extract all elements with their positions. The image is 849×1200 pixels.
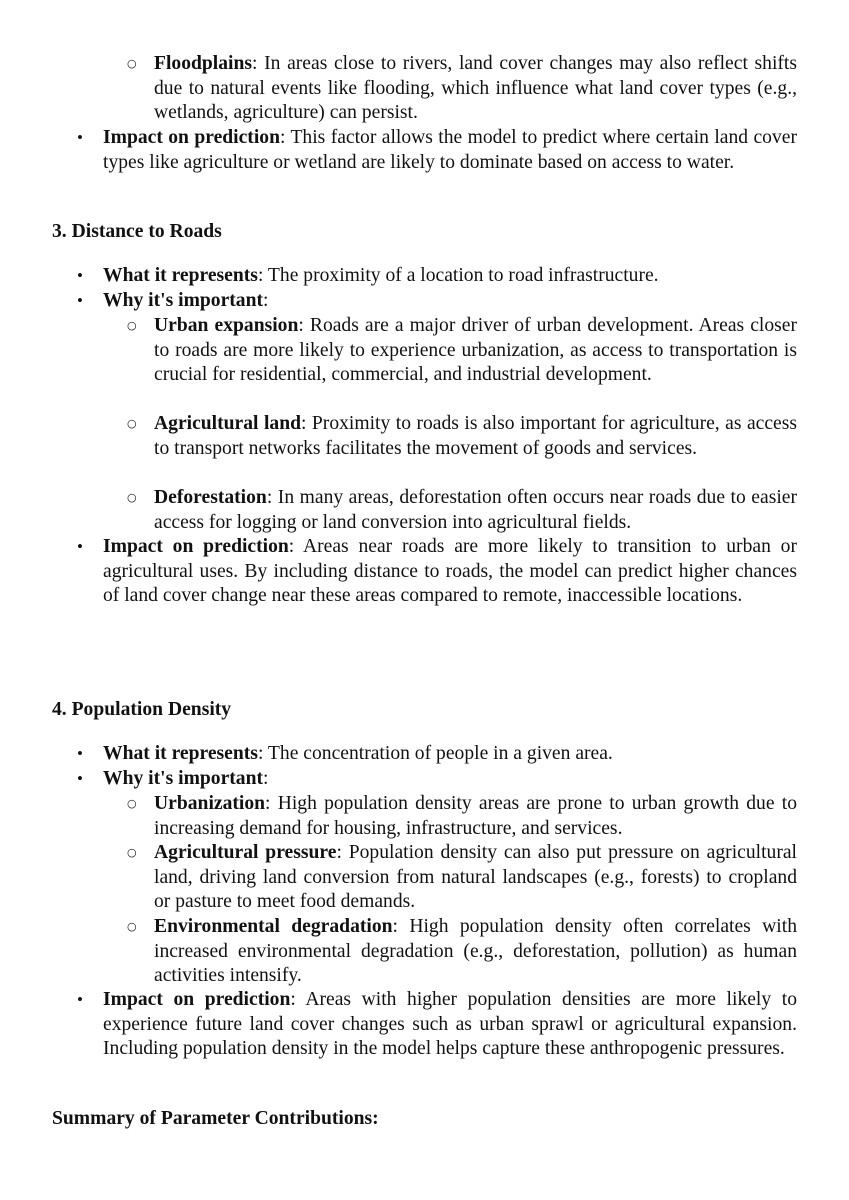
sub-bullet-agricultural-land [127,412,797,461]
hollow-circle-bullet-icon: ○ [127,846,137,859]
text-impact-population: : Areas with higher population densities are more likely to experience future land cover changes such as urban sprawl or agricultural expansion. Including population density in the model helps capture these anthropogenic pressures. [103,989,797,1060]
term-impact-roads: Impact on prediction [103,536,289,557]
sub-bullet-floodplains [127,52,797,126]
text-urbanization: : High population density areas are prone to urban growth due to increasing demand for housing, infrastructure, and services. [154,793,797,839]
bullet-why-roads [77,289,797,314]
bullet-dot-icon: • [77,990,83,1009]
hollow-circle-bullet-icon: ○ [127,417,137,430]
bullet-impact-roads [77,535,797,609]
term-environmental-degradation: Environmental degradation [154,916,393,937]
section-heading-distance-to-roads: 3. Distance to Roads [52,221,222,242]
bullet-impact-water [77,126,798,175]
section-heading-population-density: 4. Population Density [52,699,232,720]
bullet-what-population [77,742,797,767]
text-urban-expansion: : Roads are a major driver of urban development. Areas closer to roads are more likely to experience urbanization, as access to transportation is crucial for residential, commercial, and industrial development. [154,315,797,386]
term-why-population: Why it's important [103,768,264,789]
text-what-roads: : The proximity of a location to road infrastructure. [257,265,659,286]
text-agricultural-pressure: : Population density can also put pressure on agricultural land, driving land conversion from natural landscapes (e.g., forests) to cropland or pasture to meet food demands. [154,842,797,913]
text-deforestation: : In many areas, deforestation often occurs near roads due to easier access for logging or land conversion into agricultural fields. [154,487,797,533]
term-why-roads: Why it's important [103,290,264,311]
sub-bullet-urbanization [127,792,797,841]
term-impact-population: Impact on prediction [103,989,291,1010]
text-floodplains: : In areas close to rivers, land cover changes may also reflect shifts due to natural events like flooding, which influence what land cover types (e.g., wetlands, agriculture) can persist. [154,53,797,124]
text-impact-roads: : Areas near roads are more likely to transition to urban or agricultural uses. By including distance to roads, the model can predict higher chances of land cover change near these areas compared to remote, inaccessible locations. [103,536,797,607]
hollow-circle-bullet-icon: ○ [127,57,137,70]
term-what-roads: What it represents [103,265,258,286]
bullet-why-population [77,767,797,792]
bullet-dot-icon: • [77,291,83,310]
term-deforestation: Deforestation [154,487,267,508]
hollow-circle-bullet-icon: ○ [127,491,137,504]
term-floodplains: Floodplains [154,53,253,74]
text-why-population: : [263,768,269,789]
bullet-what-roads [77,264,797,289]
text-environmental-degradation: : High population density often correlates with increased environmental degradation (e.g., deforestation, pollution) as human activities intensify. [154,916,797,987]
bullet-dot-icon: • [77,266,83,285]
bullet-dot-icon: • [77,537,83,556]
term-urban-expansion: Urban expansion [154,315,299,336]
bullet-impact-population [77,988,797,1062]
term-agricultural-land: Agricultural land [154,413,301,434]
term-urbanization: Urbanization [154,793,266,814]
text-agricultural-land: : Proximity to roads is also important for agriculture, as access to transport networks facilitates the movement of goods and services. [154,413,797,459]
sub-bullet-agricultural-pressure [127,841,797,915]
hollow-circle-bullet-icon: ○ [127,920,137,933]
hollow-circle-bullet-icon: ○ [127,319,137,332]
sub-bullet-deforestation [127,486,797,535]
bullet-dot-icon: • [77,128,83,147]
sub-bullet-urban-expansion [127,314,797,388]
sub-bullet-environmental-degradation [127,915,797,989]
text-what-population: : The concentration of people in a given area. [257,743,613,764]
term-what-population: What it represents [103,743,258,764]
bullet-dot-icon: • [77,744,83,763]
text-why-roads: : [263,290,269,311]
bullet-dot-icon: • [77,769,83,788]
term-agricultural-pressure: Agricultural pressure [154,842,337,863]
text-impact-water: : This factor allows the model to predict where certain land cover types like agriculture or wetland are likely to dominate based on access to water. [103,127,798,173]
section-heading-summary: Summary of Parameter Contributions: [52,1108,379,1129]
hollow-circle-bullet-icon: ○ [127,797,137,810]
term-impact-water: Impact on prediction [103,127,280,148]
